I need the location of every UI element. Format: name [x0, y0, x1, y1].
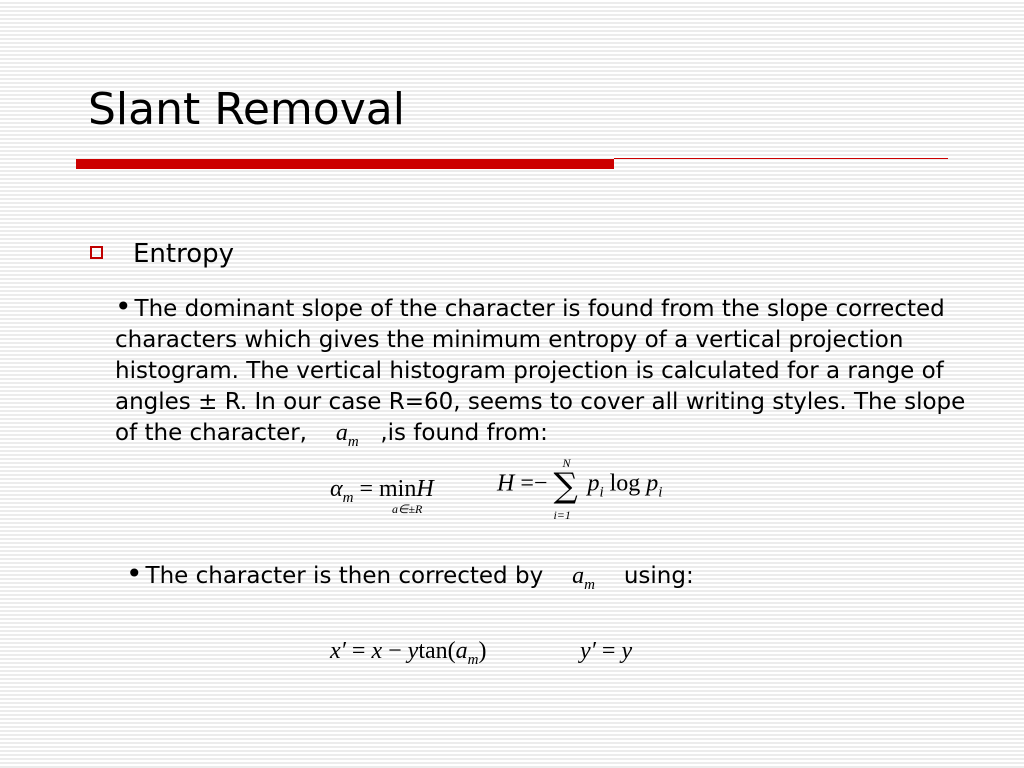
body-paragraph-2 [126, 557, 694, 601]
equation-x-correction: $x' = x - ytan(a_m)$ [330, 638, 487, 668]
slide-title: Slant Removal [88, 84, 405, 135]
equation-entropy: H =− ∑ N i=1 $p_i$ $\log p_i$ [497, 456, 663, 522]
title-underline-thin [614, 158, 948, 159]
equation-alpha-min: $\alpha_m = \min H$ a∈±R [330, 476, 434, 516]
bullet-entropy-label: Entropy [133, 239, 235, 269]
paragraph-1-text: The dominant slope of the character is found from the slope corrected characters which gives the minimum entropy of a vertical projection histogram. The vertical histogram projection is calculated for a range of angles ± R. In our case R=60, seems to cover all writing styles. The slope of the character, [115, 296, 966, 446]
bullet-dot-icon: • [115, 290, 132, 323]
title-underline-thick [76, 159, 614, 169]
paragraph-2-tail: using: [623, 563, 694, 589]
body-paragraph-1 [115, 290, 975, 458]
inline-formula-am: $a_m$ [335, 420, 359, 450]
bullet-dot-icon: • [126, 557, 143, 590]
paragraph-2-text: The character is then corrected by [145, 563, 544, 589]
inline-formula-am: $a_m$ [572, 563, 595, 593]
equation-y-correction: y′ = y [580, 638, 633, 664]
hollow-square-bullet-icon [90, 246, 103, 259]
paragraph-1-tail: ,is found from: [380, 420, 548, 446]
